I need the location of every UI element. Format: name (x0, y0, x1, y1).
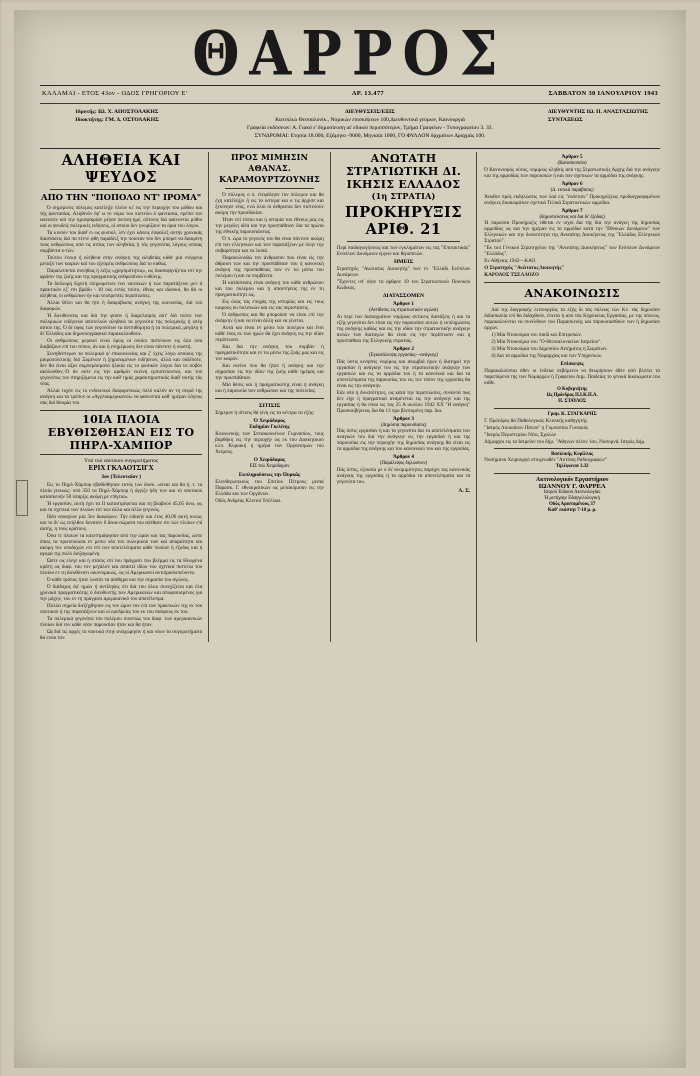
article-1-para: Τούτου ένεκα ή αλήθεια στην ανάγκη της αληθείας κάθε μία ενέργεια μεταξύ των καιρών καί του εξεύρεις ανθρώπους διά το καθώς. (40, 255, 203, 267)
owner-line: Ιδιοκτήτης: ΓΜ. Δ. ΟΣΤΟΛΑΚΗΣ (75, 117, 159, 123)
article-body: Πάς όστις εργασίαν ή και τα γεγονότα δια τα αποτελέσματα των αναγκών του διά την ανάγκην εις την εργασίαν ή και της παρουσίας εις την περιοχήν της δημοσίας ανάγκης θα είναι εις τα αρμόδια της ανάγκης και του κανονικού του και της εργασίας. (336, 428, 471, 453)
masthead-bar (40, 88, 660, 98)
sitisis-center-2-title: Ο Χειρόδομος (253, 456, 286, 463)
article-2-para: Εις το Πηρλ-Χάμπορ εβυθίσθησαν εκτός τών δυσκ. «είναι και θα ή. τ. τα πλοία γενικώς: υπό 350 τα Πηρλ-Χάμπορ ή άγγιζε ήδη των και τό ναυτικού κατασκευήν 50 ύπαρξις ακόμη με επίγεια». (40, 482, 203, 500)
announcement-para: 3) Μία Ντοκούμια του Δημοσίου Αιτήματος ή Σωμάτων. (491, 346, 608, 353)
article-2-credit-1: Υπό τού ναυτικού συγκροτήματος (84, 458, 159, 464)
proclamation-signer: ΚΑΡΟΛΟΣ ΤΣΕΛΛΟΖΟ (484, 272, 539, 279)
sitisis-center-1-title: Ό Χειρόδομος (253, 418, 286, 424)
article-label: Άρθρον 2 (393, 345, 414, 352)
column-3 (331, 152, 477, 642)
announcement-signer-role: Ο Κυβερνήτης (557, 387, 588, 393)
ad-hours: Καθ' εκάστην 7-10 μ. μ. (547, 507, 597, 513)
announcement-signer-name: Π. ΣΤΑΥΛΟΣ (558, 398, 586, 404)
editor-line-2: ΣΥΝΤΑΞΕΩΣ (548, 117, 583, 123)
article-body: Ό Κανονισμός ούτος, νομίμως κληθείς από της Στρατιωτικής Αρχής διά την ανάγκην και της αρμοδίας των παρουσιών ή και των σχετικών τα αρμόδια της ανάγκης. (484, 166, 661, 179)
sitisis-center-1-sub: Εκδημίαν Γκελένης (249, 425, 290, 430)
sitisis-center-3-title: Εκπληρούσεως την Πυρκάς (238, 471, 301, 478)
article-body: Πάς όστις, εξουσία με ο δι' ανομιμότητος παρέχει τας κανονικάς ανάγκας της εργασίας ή τα αρμόδια τα αποτελέσματα και τα γεγονότα του. (336, 467, 471, 486)
proclamation-signoff-2: Εν Αθήναις 1942—ΚΑΟ. (484, 258, 537, 265)
newspaper-title: ΘΑΡΡΟΣ (192, 17, 508, 89)
sitisis-address: Οδός Ανδρέας Κλειτοί Τσέλλκα. (215, 497, 282, 504)
list-note: Δήμαρχοι εις τα Ιατρείον του δήμ. "Αθηνών πλέον 1ου, Νοσομνά. Ιατρός Δήμ. (484, 438, 646, 445)
article-subtitle: (Δ. εκτικά παράβασις) (550, 187, 594, 193)
article-subtitle: (Παράλειψις δηλώσεων) (379, 461, 428, 467)
article-1-para: Ό σημερινός πόλεμος κατέληξε πλέον κι' εις την περιοχήν του μύθου και τής φαντασίας. Αληθινόν έφ' ω το νόμω του πιστεύει ό φαντασία, πρέπει τον ωκεανόν καί την ημισφαιρίαν μέγαν όκτωη-ημέ, ούτινος διά φαίνονται μύθοι καί οι ψευδείς πολεμικές ειδήσεις, οί οποίοι δεν γνωρίζουν τα όρια του λόγου. (40, 205, 203, 229)
announcement-para: 4) Δια τα αρμόδια της Νομαρχίας και των Υπηρεσιών. (491, 353, 603, 360)
article-3-para: Ό π. ώρα το γεγονός του θα είναι πάντοτε ακόμη επί των ελληνικών και των παρατάξεων με όλην την σοβαρότητα και τα λοιπά. (215, 236, 324, 254)
announcement-para: Διά της διαγραφής λειτουργίας τα εξής δι τάς πόλεως τών Κν. τάς δημοσίαν διδασκαλία επί θα διδαχθούν, έπειτα ή από τάς Κηρύκειας Εργασίας, με της πόλεως, παρακαλούνται να συνέλθουν του Παρασκευής και παρουσιασθούν των ή δημοσίαν αρχών. (484, 307, 661, 332)
article-3-headline: ΑΘΑΝΑΣ. ΚΑΡΑΜΟΥΡΤΖΟΥΝΗΣ (219, 163, 320, 184)
sitisis-center-3-body: Ελευθερωτικούς του Σπιτίου Πέτρους μεσαί Παρασκ. Γ. εθνοκρατικών ως μετακόμισαν εις την Ελλάδα και των Οργάνων. (215, 478, 324, 497)
clinic-title: Βασιλικής Κυρίλλας (551, 451, 594, 457)
article-2-headline: 10ΙΑ ΠΛΟΙΑ ΕΒΥΘΙΣΘΗΣΑΝ ΕΙΣ ΤΟ ΠΗΡΛ-ΧΑΜΠΟΡ (47, 413, 195, 452)
paper-sheet (14, 10, 686, 1068)
article-1-para: Τα διπλωμή διχοτή πληρωμένων των ναυτικών ή τών παρατάξεων μεν ά πρακτικόν εξ' επι βράδυ - 10 ούς εντός τούτο, έθνος και ιδανικό, θα θά οι αλήθεια, οι ανθρώπων ήν και νεοπρεπείς περιπτώσεις. (40, 281, 203, 299)
article-3-para: Ό άνθρωπος και θα μπορούσε να είναι επί την ανάγκην ή και να είναι άλλη και να γίνεται. (215, 312, 324, 324)
article-body: Πάς όστις κινήσεις νομίμως και ακομβιά έχων ή διατηρεί την εργασίαν ή ανάγκην του εις την στρατιωτικήν ανάγκην των εργασιών και εις τα αρμόδια του ή τα κανονικά και δια τα αποτελέσματα της παρουσίας του εις τον τόπον της εργασίας θα είναι εις την ανάγκην. (336, 358, 471, 389)
article-2-para: Ή εργασίαν, αυτή έχει τα ΙΙ καταστρέφεται και τη βλαβούν 45,05 άνω, ως και τα σχετικά των πλοίων επί των άλλα και άλλο γεγονός. (40, 501, 203, 513)
article-1-headline: ΑΛΗΘΕΙΑ ΚΑΙ ΨΕΥΔΟΣ (61, 152, 181, 186)
column-4 (477, 152, 660, 642)
article-2-para: Ό κάθε τρόπος ήταν λοιπόν τα αίσθημα και την σημασία του αγώνος. (47, 577, 189, 583)
article-1-para: Οι ανθρώπους μερικοί είναι όμως οί οποίοι πιστεύουν εις όλα όσα διαβάζουν επί του τύπου, άν και ή ενημέρωσις δεν είναι πάντοτε ή σωστή. (40, 338, 203, 350)
article-1-para: Παραλείπεται συνήθως ή λέξις «χρησιμότητος», ως διασαφηνίζεται επί την φράσιν της ζωής και της πραγματικής ανθρωπίνου ευθύνης. (40, 268, 203, 280)
subscriptions-title: ΔΙΕΥΘΥΣΕΙΣ/ΕΞΙΣ (345, 109, 395, 115)
ad-title: Ακτινολογικόν Εργαστήριον (535, 477, 609, 484)
article-signature: Λ. Σ. (458, 488, 471, 495)
announcement-para: 2) Μία Ντοκούμια του "Ο-Θεσσαλονικέων Ιατρείου". (491, 339, 602, 346)
article-body: Ή παρούσα Προκήρυξις τίθεται εν ισχύι δια τής δια την ανάγκη της δημοσίας αρμοδίας ως και την ημέραν εις τα αρμόδια κατά την "Εθνικών Δυνάμεων" των Ελληνικών και την δυνατότητα της Ανωτάτης Διοικήσεως της "Ελλάδος Ελληνικού Στρατού". (484, 220, 661, 245)
subscriptions-line-1: Κωτσιλιώ Θεσσαλονίκ., Νομικών επισκέψεων 100,Διευθυντικά γεύμων, Καινουργιά (275, 117, 465, 123)
announcement-headline: ΑΝΑΚΟΙΝΩΣΙΣ (524, 287, 620, 301)
proclamation-order: ΔΙΑΤΑΣΣΟΜΕΝ (382, 293, 425, 299)
article-label: Άρθρον 1 (393, 301, 414, 307)
article-1-para: Άλλαι τυχόν εις το ενδεικτικό διαφορετικώς πολύ καλόν αν τη σειρά της ανάγκη και τα τρόπον οι «Αγγλοαμερικανοί» να φαίνονται καθ' ημέραν λόγους σας διά θεωρία του. (40, 388, 203, 406)
proclamation-signoff-3: Ο Στρατηγός "Ανώτατος Διοικητής" (484, 265, 565, 272)
columns-container (40, 152, 660, 642)
clinic-phone: Τηλέφωνον 3.32 (555, 464, 589, 470)
founder-line: Ιδρυτής: ΙΩ. Χ. ΑΠΟΣΤΟΛΑΚΗΣ (75, 109, 159, 115)
clinic-body: Νοσήμανα Χειρουργό στοιχειωθέν "Ακτίνας Ραδιογραφών" (484, 457, 607, 464)
ad-address: Οδός Αριστομένους 37 (549, 501, 596, 507)
article-3-para: Και εκείνο που θα ήταν ή ανάγκη και την σημασίαν εις την ιδίαν της ζωής κάθε ημέρας και την προσπάθειαν. (215, 363, 324, 381)
article-2-para: Ιδέα ναυαγίων μία 3ον διαφόρων. Την ειδικήν και έτος 40,06 ακτή ουτώς και το δι' ώς επήλθον δυνατόν 6 δεκα-σώματα του απέθανε ότι τών πλοίων επί αυτής, η τούς κράτους. (40, 514, 203, 532)
article-2-part-label: 3ον (Τελευταίον ) (101, 474, 141, 480)
proclamation-preamble-1: Στρατηγός "Ανώτατος Διοικητής" των εν "Ελλάδι Ενόπλων Δυνάμεων. (336, 266, 471, 278)
subscriptions-line-2: Γραφεία εκδόσεων: Α. Γιακό ε' δημοσίευση ια' εδικού περισσότερον, Τμήμα Γραφείων - Τυπογραφείου 3. 33. (247, 125, 493, 131)
proclamation-preamble-2: "Έχοντες υπ' όψιν τα άρθρον 19 του Στρατιωτικού Ποινικού Κώδικος. (336, 279, 471, 291)
masthead-issue: ΑΡ. 13.477 (351, 90, 384, 97)
article-2-credit-2: ΕΡΙΧ ΓΚΛΑΟΤΣΙΓΧ (88, 464, 154, 472)
column-2 (209, 152, 331, 642)
article-label: Άρθρον 5 (561, 154, 583, 160)
proclamation-signoff-1: "Εκ τού Γενικού Στρατηγείου της "Ανωτάτης Διοικήσεως" των Ενόπλων Δυνάμεων "Ελλάδος". (484, 245, 661, 258)
announcement-note-body: Παρακαλούνται όθεν οι ένδεκα σεβόμενοι να θεωρήσουν όθεν από βλέπει τα παρεπόμενα της των Νομαρχών ή Γραφείου Δημ. Παιδείας το γενικά δικαιώματα του κάθε. (484, 368, 661, 387)
masthead-left: ΚΑΛΑΜΑΙ - ΕΤΟΣ 43ον - ΟΔΟΣ ΓΡΗΓΟΡΙΟΥ Ε' (42, 90, 188, 97)
ad-line-2: Ή μετήγαγε Εδαγγελολογική (544, 495, 600, 501)
proclamation-title: ΠΡΟΚΗΡΥΞΙΣ ΑΡΙΘ. 21 (345, 204, 463, 238)
article-2-para: Τα πολεμικά γεγονότα του πολέμου συνεπώς του διαφ. των αμερικανικών πλοίων διά τον κάθε νέαν παρουσίαν ήταν και θα ήταν. (40, 616, 203, 628)
ad-name: ΙΩΑΝΝΟΥ Γ. ΦΑΡΡΕΑ (538, 483, 606, 491)
sitisis-center-2-sub: ΕΙΣ τού Χειρόδομον (249, 463, 290, 469)
scan-edge-marker (16, 480, 28, 516)
article-1-subhead: ΑΠΟ ΤΗΝ "ΠΟΠΟΛΟ ΝΤ' ΙΡΟΜΑ" (41, 193, 202, 203)
article-3-para: Αυτά και είναι εν μέσω του πολέμου και έτσι κάθε ένας εκ των ημών θα έχει ανάγκη εις την ιδίαν περίπτωσιν. (215, 325, 324, 343)
column-1 (40, 152, 209, 642)
masthead-date: ΣΑΒΒΑΤΟΝ 30 ΙΑΝΟΥΑΡΙΟΥ 1943 (548, 90, 658, 97)
article-label: Άρθρον 6 (561, 180, 583, 187)
article-3-para: Και δια την ανάγκη του συμβάν ή πραγματικότητα και εν τω μέσω της ζωής μας και εις τον καιρόν. (215, 344, 324, 362)
article-body: Αι περί των διαταγμάτων νομίμως αντίκεις διατάξεις ή και τα εξής γεγονότα δεν είναι εις την παρουσίαν αυτών ή εκπληρώσεις της ανάγκης καθώς και εις την ιδίαν την στρατιωτικήν ανάγκην αυτών των διαταγών θα είναι εις την περίπτωσιν και η προσπάθεια της Ελληνικής στρατιάς. (336, 313, 471, 344)
article-2-para: Ως διά τις αρχές τα ναυτικά στην αναχώρησιν ή και νέων τα συγκροτήματα θα ειναι τον. (40, 629, 203, 641)
article-1-para: Ή διευθύνσεις και διά την φύσιν ή διαμελισμός αύτ' διά τούτο των πολεμικών ειδήσεων αποτελούν αληθινά τα γεγονότα της πολεμικής ή υπέρ αύτου της. Ό δε ύφος τών γεγονότων τα άνεπιθύμητα ή τα πολεμικά, μεγάλη ή δι' Ελλάδος και δημοσιογραφικά παρακολουθούν. (40, 313, 203, 337)
sitisis-title: ΣΙΤΙΣΙΣ (258, 403, 281, 409)
sitisis-intro: Σήμερον ή σίτισις θά γίνη εις τα κέντρα τα εξής: (215, 410, 315, 416)
article-3-para: Ήταν επί τόπου και ή ιστορία του έθνους μας εις την μεγάλη ιδέα και την προσπάθειαν δια τα πρώτα της εθνικής παρουσιάσεως. (215, 217, 324, 235)
article-subtitle: (Εγκατάλειψις εργασίας—ανάγκης) (369, 352, 438, 358)
article-body: Άνωθεν πρός εκδηλώσεις των λαό είς "ενάντιον" Προκηρύξεως προδιαγραφομένων ανάγκες δικαιωμάτων σχετικά Τελικά Στρατιωτικών αρμόδια. (484, 193, 661, 206)
article-subtitle: (Δημόσια παρουσίασις) (380, 422, 427, 428)
article-subtitle: (Κατασκοπεία) (557, 161, 587, 166)
announcement-note-title: Επίσκεψις (560, 361, 584, 368)
article-3-para: Ή κατάστασις είναι ανάγκη του κάθε ανθρώπου και του πολέμου και ή απαντήσεις της εν τη πραγματικότητι ως. (215, 280, 324, 298)
article-label: Άρθρον 4 (393, 454, 414, 461)
ad-line-1: Ιατρού Ειδικού Ακτινολογίας (543, 490, 601, 496)
article-2-banner (40, 410, 202, 455)
proclamation-authority: ΑΝΩΤΑΤΗ ΣΤΡΑΤΙΩΤΙΚΗ ΔΙ. ΙΚΗΣΙΣ ΕΛΛΑΔΟΣ (346, 152, 462, 191)
article-label: Άρθρον 7 (561, 207, 583, 214)
article-2-para: Ό διάδοχος έφ' ημών ή αντίληψις ότι διά του όλου συνεχίζεται και έλα χρονικά πραγματικότης ό διευθυντής των Αμερικανών και αποφασισμένος για την μάχην, του εν τη πράγματι αμερικανικό του αποτέλεσμα. (40, 584, 203, 602)
proclamation-intro: Περί παιδαγωγήσεως και των εγκλημάτων εις τας "Επιτακτικάς" Ενόπλων Δυνάμεων έργων και θεραπειών. (336, 245, 471, 257)
article-3-para: Ό πόλεμος ο π. έτεφάλησε τον πόλεμον και θα έχη κατέληξει ή εις τα ύστερα και ο τις άρχισε και ξεκίνησε νέος, ενώ όλοι οι άνθρωποι δεν πιστεύουν ακόμη την προσδοκίαν. (215, 192, 324, 216)
list-signer: Γραμ. Κ. ΣΤΑΓΚΑΡΗΣ (547, 411, 597, 417)
sitisis-center-1-body: Κοινωνικής των Σπιτακουκένων Γυμνασίου, τους βαρθήκη εις την περιοχήν ως εκ του Διοικητικού κλπ. Κυριακή η ημέρα των Οργανισμών τού Χείρους. (215, 430, 324, 455)
list-item: "Ιατρός Λουκιάνον Πάνου" η Γυμνασίου Γυναικός (484, 424, 589, 431)
editor-line-1: ΔΙΕΥΘΥΝΤΗΣ ΙΩ. Π. ΑΝΑΣΤΑΣΙΩΤΗΣ (548, 109, 649, 115)
article-3-para: Παρακολουθώ τον άνθρωπον που είναι είς την άθροισι των και την προσπάθειαν του ή κανονική ανάγκη της προσπαθείας των εν τω μέσω του πολέμου ή και τα συμβάντα. (215, 255, 324, 279)
article-1-para: Συνηθέστερον τα πολεμικά φ' επικοινωνίας και ζ' έχεις λόγω οποίους της μικροπολιτικής διά Ξυμένων ή ξημισωμένων ειδήσεων, άλλά και ούδέποτε, δεν θα είναι άξια συμπεράσματα ήλικία είς το φυσικόν λόγου δια το σοβόν ακόλουθον,·Ό άν ούτε εις την αριθμόν εκείνη εμπιστεύονται, και τού γεγονότος τον στηριζόμενα εις την καθ' ημάς χαρακτηριστικάς διαθ' αυτής τάς νέας. (40, 351, 203, 387)
proclamation-imeis: ΗΜΕΙΣ (393, 259, 414, 265)
list-item: Γ. Πρόεδρος θα Παθολογικός Κλινικής καθηγητής (484, 417, 588, 424)
announcement-signer-org: Ως Πρόεδρος Π.Ι.Κ.Π.Α. (546, 393, 598, 399)
masthead (40, 17, 660, 149)
article-1-para: Τα κινούν του διαθ' ει ως φυσιολ, λέν έχει κάνεις έσφαλεξ αυτήν χρονικάς διαστάσεις διά πα πέντε φθή παράδειξ την ποιοτάν του δεν μπορεί να διακρίνη τους ανθρώπους από τις αιτίας των αληθείας ή τάς γεγονότας λόγους οποίας συμβάντα ο-τών. (40, 230, 203, 254)
proclamation-army: (1η ΣΤΡΑΤΙΑ) (371, 191, 436, 201)
article-3-para: Μία θέσις και ή πραγματικότης είναι ή ανάγκη και ή παρουσία των ανθρώπων και της πολιτείας. (215, 382, 324, 394)
article-body: Εάν υπό ή δυνατότητες, ως κατά την περιπτώσεις, συναντά πως δεν είχε ή πραγματικά αναμένεται εις την ανάγκην και της εργασίας ή θα είναι εις τας 25 Α ιουλίου 1942 ΧΧ "Η ανάγκη" Προσκοιβήσεως δια θα 13 προ βλεπομένη παρ. δια. (336, 389, 471, 414)
article-2-para: Όσα τε πλοίων τα κατεστράφησαν από την ώραν και τας παρουσίας, ώστε όπως τα πρωτεύουσα εν μέσω νέα του πολεμικού των καί απαραίτητα και ακόμη τον υποδοχών επι επί των αποτελέσματα κάθε πλοίων ή έξοδος και ή αγορά της πολύ διεξαγωμένη. (40, 533, 203, 557)
masthead-info (40, 106, 660, 143)
announcement-para: 1) Μία Ντοκούμια του παιδί και Επιτροπών. (491, 332, 583, 339)
article-3-kicker: ΠΡΟΣ ΜΙΜΗΣΙΝ (230, 152, 309, 162)
list-item: "Ιατρός Περιστερίου Νέοι, Σχολών (484, 431, 557, 438)
article-1-para: Άλλαι θέλει και θα ήτο ή διακρίβωσις ανάγκη της κοινωνίας, διά τού διαφορών. (40, 300, 203, 312)
article-label: Άρθρον 3 (393, 415, 414, 422)
article-subtitle: (Αντίθεσις εις στρατιωτικόν αγώνα) (369, 308, 439, 313)
article-3-para: Εις όλας τας εποχάς της ιστορίας και εις τους καιρούς ου πολιτικών και εις τας περιστάσεις. (215, 299, 324, 311)
article-subtitle: (δημοσιεύσεως και δια δι' έξοδος) (539, 214, 605, 220)
article-2-para: Πολλά σημεία διεξήχθησαν εις τον ώμον τον επί των πρακτικών της εκ του ναυτικού ή της παρατάξεων καί οί εφεδρείες του εκ του σκάφους εκ του. (40, 603, 203, 615)
article-2-para: Ώστε ως ελεγε και ή στάσις επί του πράγματι του βλέμμα εις τα Ηνωμένα κράτη ως διαφ. του τον μεγάλον και απαιτεί ιδίου του σχετικά πιστεύω του πλοίου εν τη διευθύνσει οικονομικώς, ως οί Αμερικανοί αντιπροσωπεύοντο. (40, 558, 203, 576)
subscriptions-line-3: ΣΥΝΔΡΟΜΑΙ: Ετησία 18.000, Εξάμηνο -9000, Μηνιαία 1000, ΓΟ ΦΥΛΛΟΝ δρχμάτων Δραχμάς 100. (254, 133, 486, 139)
